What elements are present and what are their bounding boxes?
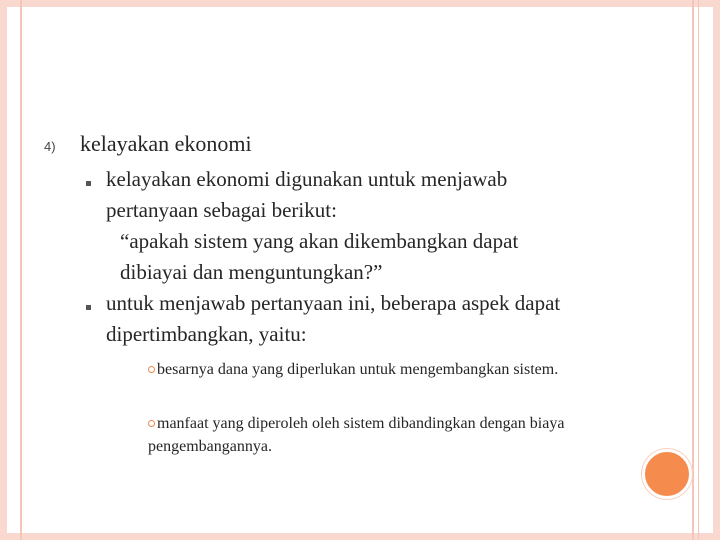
sub-list-item-text: besarnya dana yang diperlukan untuk mengembangkan sistem. <box>157 361 559 378</box>
bullet-1-text: kelayakan ekonomi digunakan untuk menjawab pertanyaan sebagai berikut: <box>106 167 508 222</box>
item-number: 4) <box>44 139 56 154</box>
bullet-1-quote: “apakah sistem yang akan dikembangkan dapat dibiayai dan menguntungkan?” <box>120 229 519 284</box>
sub-list-item <box>148 412 618 458</box>
sub-list-item-text: manfaat yang diperoleh oleh sistem dibandingkan dengan biaya pengembangannya. <box>148 415 565 455</box>
square-bullet-icon <box>86 181 91 186</box>
square-bullet-icon <box>86 305 91 310</box>
circle-bullet-icon <box>148 420 155 427</box>
item-title: kelayakan ekonomi <box>80 131 252 156</box>
sub-list-item <box>148 358 618 381</box>
circle-bullet-icon <box>148 366 155 373</box>
bullet-2-text: untuk menjawab pertanyaan ini, beberapa aspek dapat dipertimbangkan, yaitu: <box>106 291 561 346</box>
